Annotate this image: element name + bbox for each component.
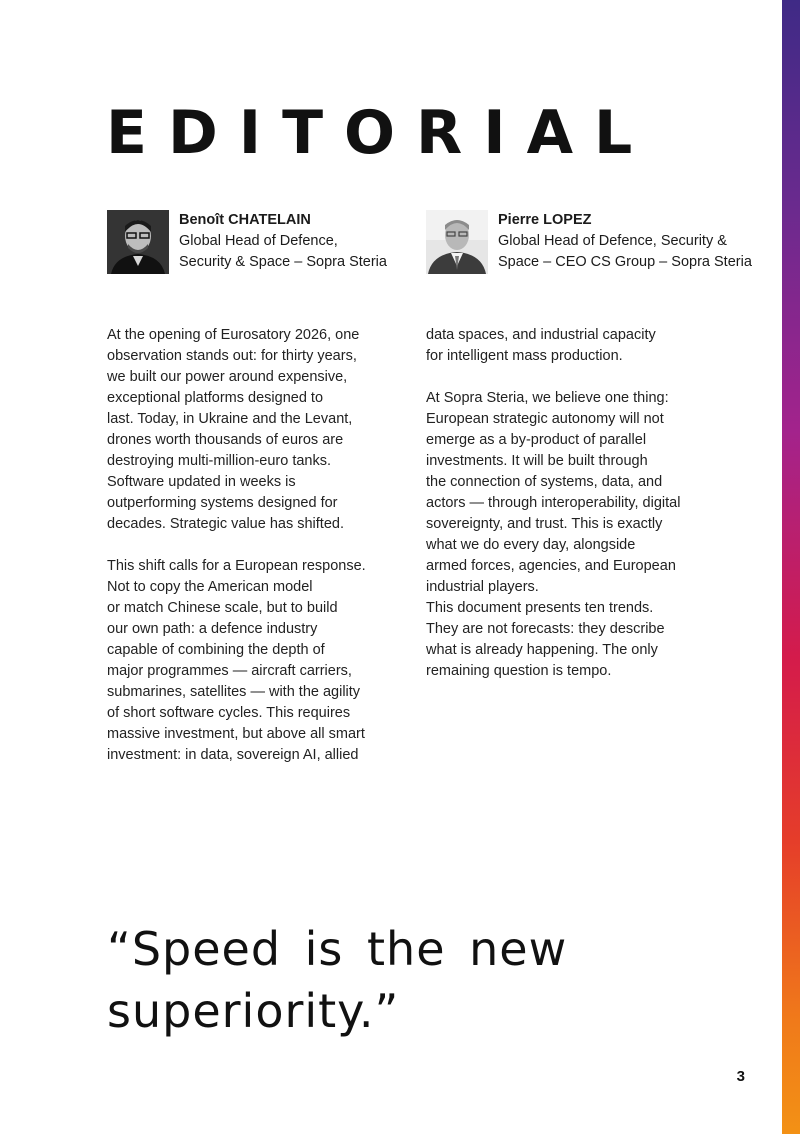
author-role: Global Head of Defence, Security & Space – Sopra Steria [179, 233, 387, 270]
gradient-side-bar [782, 0, 800, 1134]
author-block-lopez [426, 210, 752, 274]
paragraph: data spaces, and industrial capacity for intelligent mass production. [426, 327, 656, 364]
author-portrait [107, 210, 169, 274]
page-title: EDITORIAL [106, 98, 654, 168]
author-block-chatelain [107, 210, 387, 274]
paragraph: This document presents ten trends. They are not forecasts: they describe what is already happening. The only remaining question is tempo. [426, 600, 665, 679]
author-portrait [426, 210, 488, 274]
paragraph: At the opening of Eurosatory 2026, one observation stands out: for thirty years, we built our power around expensive, exceptional platforms designed to last. Today, in Ukraine and the Levant, drones worth thousands of euros are destroying multi-million-euro tanks. Software updated in weeks is outperforming systems designed for decades. Strategic value has shifted. [107, 327, 360, 532]
text-column-right [426, 325, 726, 682]
paragraph: This shift calls for a European response. Not to copy the American model or match Chinese scale, but to build our own path: a defence industry capable of combining the depth of major programmes — aircraft carriers, submarines, satellites — with the agility of short software cycles. This requires massive investment, but above all smart investment: in data, sovereign AI, allied [107, 558, 366, 763]
pull-quote: “Speed is the new superiority.” [107, 922, 568, 1038]
author-name: Benoît CHATELAIN [179, 212, 311, 228]
paragraph: At Sopra Steria, we believe one thing: European strategic autonomy will not emerge as a by-product of parallel investments. It will be built through the connection of systems, data, and actors — through interoperability, digital sovereignty, and trust. This is exactly what we do every day, alongside armed forces, agencies, and European industrial players. [426, 390, 681, 595]
author-name: Pierre LOPEZ [498, 212, 592, 228]
page-number: 3 [736, 1068, 745, 1085]
author-role: Global Head of Defence, Security & Space – CEO CS Group – Sopra Steria [498, 233, 752, 270]
text-column-left [107, 325, 407, 766]
